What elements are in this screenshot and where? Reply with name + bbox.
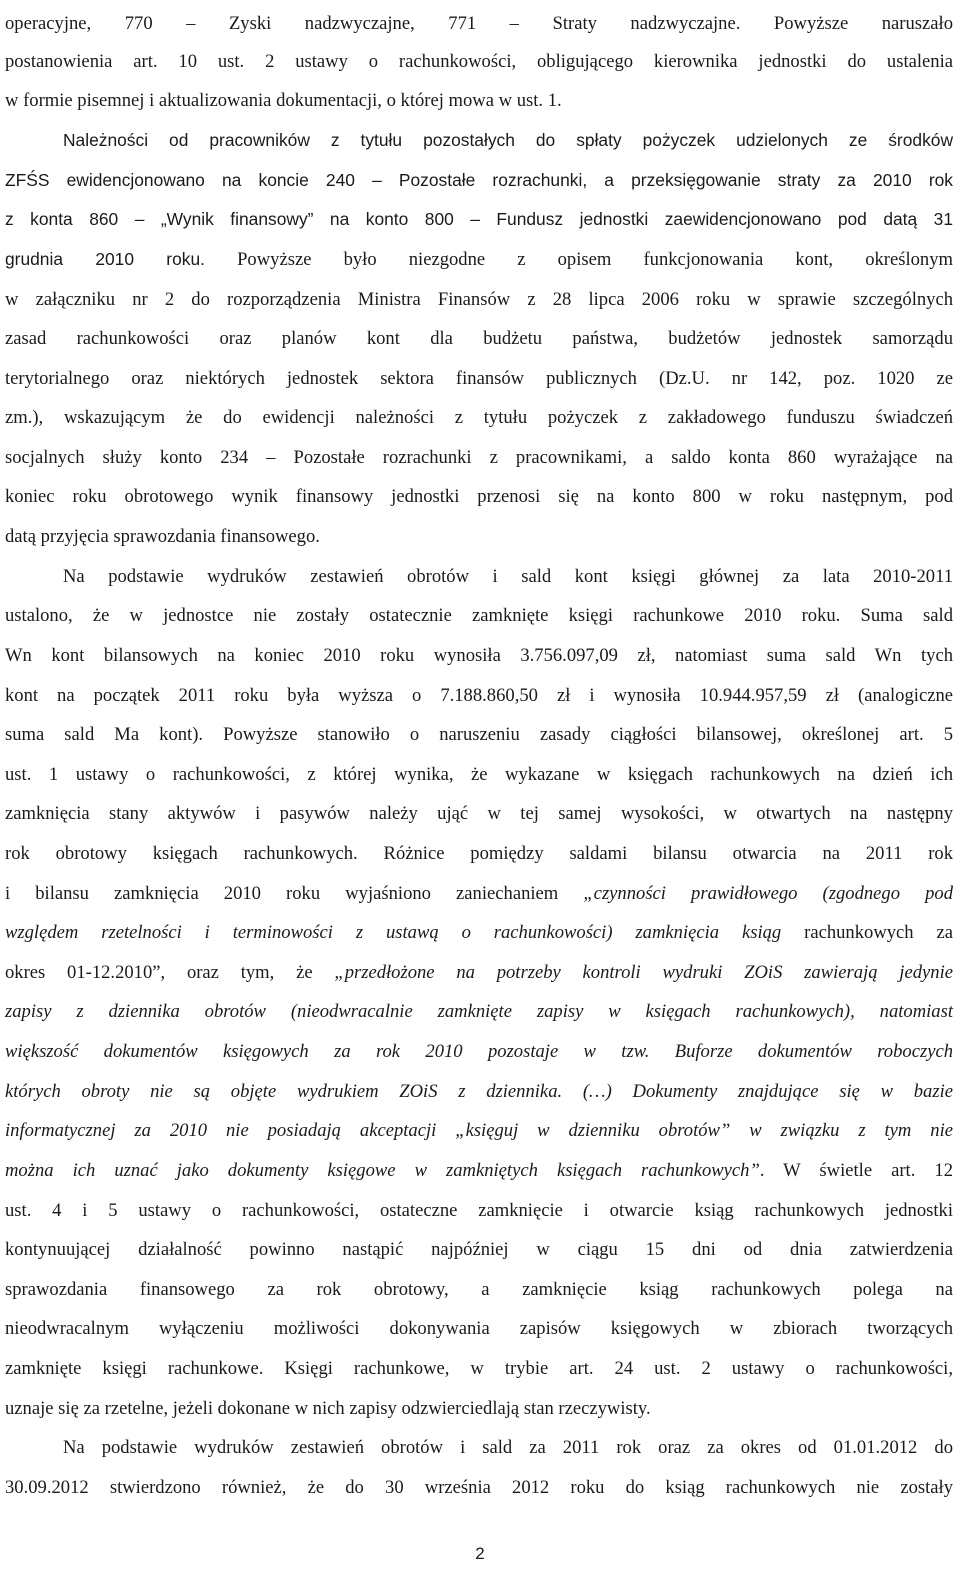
text-line [5,1191,953,1230]
text-line [5,319,953,358]
text-line [5,359,953,398]
text-line [5,596,953,635]
text-segment: względem rzetelności i terminowości z ustawą o rachunkowości) zamknięcia ksiąg [5,922,782,943]
text-segment: rok obrotowy księgach rachunkowych. Różnice pomiędzy saldami bilansu otwarcia na 2011 rok [5,843,953,864]
text-segment: zamknięte księgi rachunkowe. Księgi rachunkowe, w trybie art. 24 ust. 2 ustawy o rachunkowości, [5,1358,953,1379]
text-line [5,992,953,1031]
text-line [5,240,953,279]
text-line [5,1309,953,1348]
text-line [5,913,953,952]
text-segment: „przedłożone na potrzeby kontroli wydruki ZOiS zawierają jedynie [334,962,953,983]
text-line [5,1349,953,1388]
text-segment: Powyższe było niezgodne z opisem funkcjonowania kont, określonym [204,249,953,270]
text-line [5,1389,953,1428]
text-segment: ustalono, że w jednostce nie zostały ostatecznie zamknięte księgi rachunkowe 2010 roku. Suma sald [5,605,953,626]
text-segment: 30.09.2012 stwierdzono również, że do 30 września 2012 roku do ksiąg rachunkowych nie zostały [5,1477,953,1498]
text-segment: w formie pisemnej i aktualizowania dokumentacji, o której mowa w ust. 1. [5,90,562,111]
text-line [5,1032,953,1071]
text-line [5,1151,953,1190]
text-segment: ZFŚS ewidencjonowano na koncie 240 – Pozostałe rozrachunki, a przeksięgowanie straty za 2010 rok [5,170,953,190]
text-segment: Należności od pracowników z tytułu pozostałych do spłaty pożyczek udzielonych ze środków [63,130,953,150]
text-line [5,953,953,992]
text-line [5,715,953,754]
text-segment: kontynuującej działalność powinno nastąpić najpóźniej w ciągu 15 dni od dnia zatwierdzenia [5,1239,953,1260]
text-line [5,755,953,794]
text-line [5,1072,953,1111]
text-line [5,834,953,873]
text-line [5,517,953,556]
text-segment: operacyjne, 770 – Zyski nadzwyczajne, 771 – Straty nadzwyczajne. Powyższe naruszało [5,13,953,34]
text-line [5,4,953,43]
text-line [5,438,953,477]
text-segment: Wn kont bilansowych na koniec 2010 roku wynosiła 3.756.097,09 zł, natomiast suma sald Wn tych [5,645,953,666]
page-number: 2 [475,1544,485,1563]
text-segment: grudnia 2010 roku. [5,249,205,269]
text-segment: Na podstawie wydruków zestawień obrotów i sald za 2011 rok oraz za okres od 01.01.2012 do [63,1437,953,1458]
text-segment: socjalnych służy konto 234 – Pozostałe rozrachunki z pracownikami, a saldo konta 860 wyrażające na [5,447,953,468]
text-segment: . W świetle art. 12 [759,1160,954,1181]
text-segment: suma sald Ma kont). Powyższe stanowiło o naruszeniu zasady ciągłości bilansowej, określonej art. 5 [5,724,953,745]
text-segment: Na podstawie wydruków zestawień obrotów i sald kont księgi głównej za lata 2010-2011 [63,566,953,587]
text-segment: zm.), wskazującym że do ewidencji należności z tytułu pożyczek z zakładowego funduszu świadczeń [5,407,953,428]
text-line [5,676,953,715]
text-line [5,280,953,319]
text-segment: nieodwracalnym wyłączeniu możliwości dokonywania zapisów księgowych w zbiorach tworzących [5,1318,953,1339]
text-segment: datą przyjęcia sprawozdania finansowego. [5,526,320,547]
text-segment: koniec roku obrotowego wynik finansowy jednostki przenosi się na konto 800 w roku następnym, pod [5,486,953,507]
text-line [5,1111,953,1150]
text-segment: z konta 860 – „Wynik finansowy” na konto 800 – Fundusz jednostki zaewidencjonowano pod datą 31 [5,209,953,229]
text-segment: uznaje się za rzetelne, jeżeli dokonane w nich zapisy odzwierciedlają stan rzeczywisty. [5,1398,651,1419]
text-line [5,794,953,833]
text-line [5,161,953,200]
text-segment: których obroty nie są objęte wydrukiem ZOiS z dziennika. (…) Dokumenty znajdujące się w bazie [5,1081,953,1102]
text-line [5,477,953,516]
text-line [5,1230,953,1269]
text-line [5,874,953,913]
text-segment: ust. 1 ustawy o rachunkowości, z której wynika, że wykazane w księgach rachunkowych na dzień ich [5,764,953,785]
text-segment: informatycznej za 2010 nie posiadają akceptacji „księguj w dzienniku obrotów” w związku z tym nie [5,1120,953,1141]
text-segment: postanowienia art. 10 ust. 2 ustawy o rachunkowości, obligującego kierownika jednostki do ustalenia [5,51,953,72]
text-line [5,81,953,120]
text-line [5,1428,953,1467]
text-segment: terytorialnego oraz niektórych jednostek sektora finansów publicznych (Dz.U. nr 142, poz. 1020 ze [5,368,953,389]
text-segment: w załączniku nr 2 do rozporządzenia Ministra Finansów z 28 lipca 2006 roku w sprawie szczególnych [5,289,953,310]
text-line [5,636,953,675]
text-segment: większość dokumentów księgowych za rok 2010 pozostaje w tzw. Buforze dokumentów roboczych [5,1041,953,1062]
text-segment: zamknięcia stany aktywów i pasywów należy ująć w tej samej wysokości, w otwartych na następny [5,803,953,824]
text-line [5,398,953,437]
text-segment: rachunkowych za [781,922,953,943]
text-segment: okres 01-12.2010”, oraz tym, że [5,962,335,983]
text-line [5,121,953,160]
text-segment: „czynności prawidłowego (zgodnego pod [583,883,953,904]
text-line [5,557,953,596]
text-line [5,1468,953,1507]
text-segment: zapisy z dziennika obrotów (nieodwracalnie zamknięte zapisy w księgach rachunkowych), natomiast [5,1001,953,1022]
text-line [5,200,953,239]
text-segment: sprawozdania finansowego za rok obrotowy, a zamknięcie ksiąg rachunkowych polega na [5,1279,953,1300]
text-segment: kont na początek 2011 roku była wyższa o 7.188.860,50 zł i wynosiła 10.944.957,59 zł (analogiczne [5,685,953,706]
text-segment: zasad rachunkowości oraz planów kont dla budżetu państwa, budżetów jednostek samorządu [5,328,953,349]
text-line [5,42,953,81]
text-segment: i bilansu zamknięcia 2010 roku wyjaśniono zaniechaniem [5,883,584,904]
text-segment: można ich uznać jako dokumenty księgowe w zamkniętych księgach rachunkowych” [5,1160,760,1181]
text-segment: ust. 4 i 5 ustawy o rachunkowości, ostateczne zamknięcie i otwarcie ksiąg rachunkowych jednostki [5,1200,953,1221]
text-line [5,1270,953,1309]
